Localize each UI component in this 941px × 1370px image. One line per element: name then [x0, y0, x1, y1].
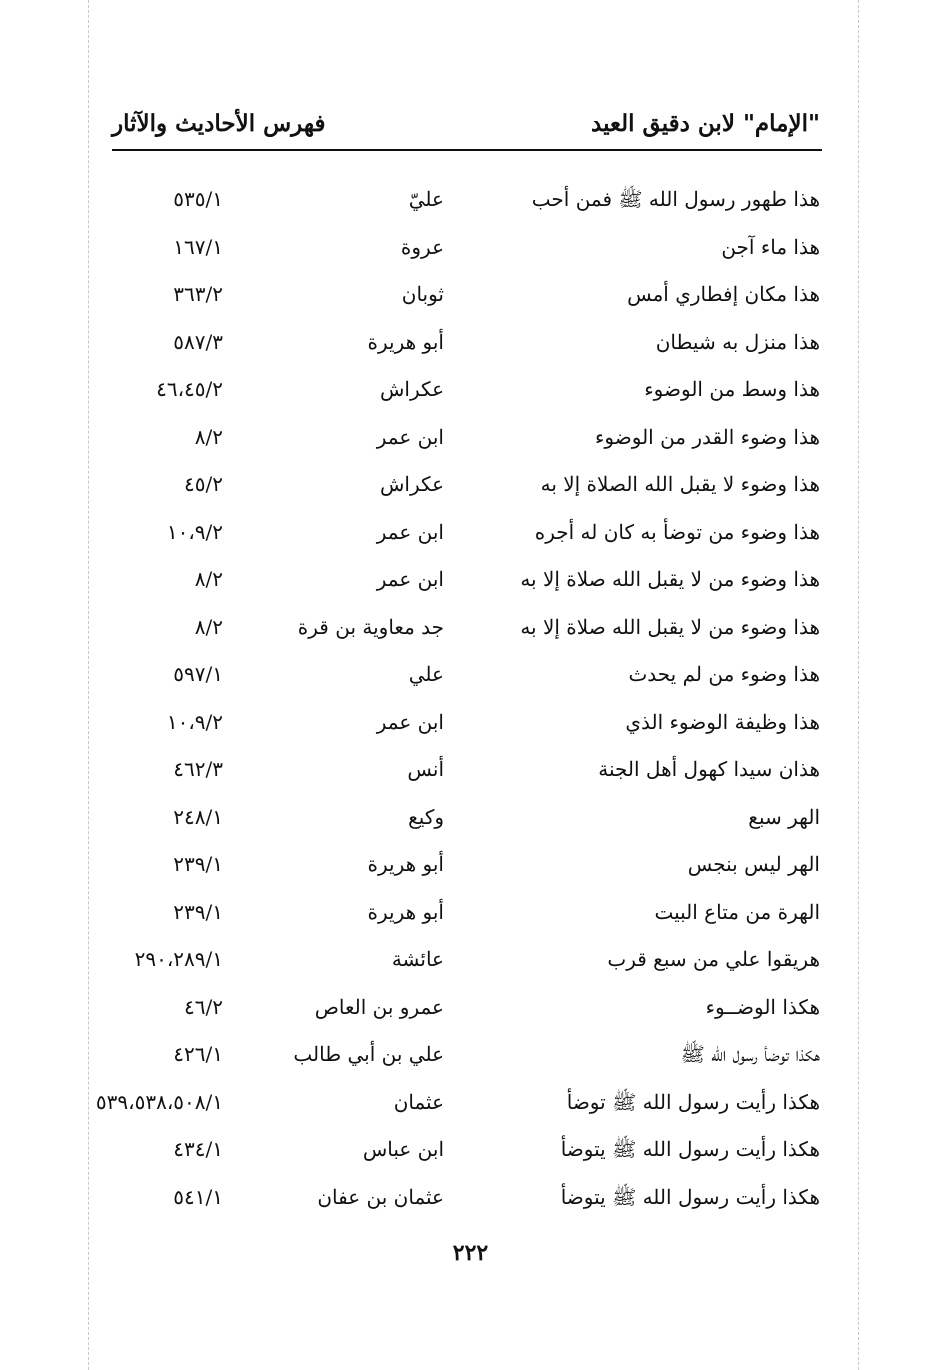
hadith-text: هذا وظيفة الوضوء الذي	[625, 709, 820, 734]
narrator: ابن عباس	[362, 1137, 444, 1161]
index-row	[0, 704, 941, 752]
index-row	[0, 846, 941, 894]
index-row	[0, 1036, 941, 1084]
index-row	[0, 656, 941, 704]
narrator: ثوبان	[401, 282, 444, 306]
volume-page-ref: ٤٦،٤٥/٢	[156, 377, 223, 401]
volume-page-ref: ٣٦٣/٢	[173, 282, 223, 306]
hadith-text: هذا وضوء من لم يحدث	[628, 662, 820, 686]
hadith-text: هكذا رأيت رسول الله ﷺ توضأ	[566, 1089, 820, 1114]
narrator: جد معاوية بن قرة	[297, 614, 444, 639]
volume-page-ref: ٢٣٩/١	[173, 899, 223, 924]
index-row	[0, 561, 941, 609]
running-header	[112, 110, 820, 150]
narrator: عكراش	[380, 472, 444, 496]
narrator: عروة	[400, 234, 444, 259]
hadith-text: الهر سبع	[748, 804, 820, 829]
narrator: عائشة	[391, 947, 444, 971]
volume-page-ref: ٢٤٨/١	[173, 804, 223, 829]
hadith-text: هذا وضوء لا يقبل الله الصلاة إلا به	[540, 472, 820, 496]
hadith-text: هذا وضوء من توضأ به كان له أجره	[534, 519, 820, 544]
narrator: علي بن أبي طالب	[293, 1042, 444, 1066]
index-row	[0, 181, 941, 229]
index-row	[0, 1179, 941, 1227]
volume-page-ref: ٤٢٦/١	[173, 1042, 223, 1066]
index-row	[0, 1131, 941, 1179]
hadith-text: هذا طهور رسول الله ﷺ فمن أحب	[531, 187, 820, 211]
narrator: أبو هريرة	[367, 899, 444, 924]
volume-page-ref: ٢٣٩/١	[173, 852, 223, 876]
narrator: ابن عمر	[376, 519, 444, 544]
hadith-text: هكذا توضأ رسول الله ﷺ	[680, 1042, 820, 1066]
volume-page-ref: ٥٩٧/١	[173, 662, 223, 686]
narrator: أبو هريرة	[367, 329, 444, 354]
index-row	[0, 941, 941, 989]
volume-page-ref: ٤٦/٢	[184, 994, 223, 1019]
narrator: ابن عمر	[376, 424, 444, 449]
volume-page-ref: ٨/٢	[194, 567, 223, 591]
narrator: عثمان بن عفان	[317, 1184, 444, 1209]
narrator: عليّ	[408, 187, 444, 211]
volume-page-ref: ٤٥/٢	[184, 472, 223, 496]
narrator: وكيع	[408, 804, 444, 829]
index-row	[0, 276, 941, 324]
volume-page-ref: ١٠،٩/٢	[166, 709, 223, 734]
hadith-text: هذا وضوء من لا يقبل الله صلاة إلا به	[520, 567, 820, 591]
narrator: أنس	[407, 757, 444, 781]
volume-page-ref: ٨/٢	[194, 424, 223, 449]
index-row	[0, 419, 941, 467]
header-book-title: "الإمام" لابن دقيق العيد	[591, 110, 820, 137]
hadith-text: هذا مكان إفطاري أمس	[627, 282, 820, 306]
header-rule	[112, 149, 822, 151]
narrator: عثمان	[393, 1089, 444, 1114]
hadith-text: الهر ليس بنجس	[687, 852, 820, 876]
index-row	[0, 989, 941, 1037]
hadith-text: هريقوا علي من سبع قرب	[607, 947, 820, 971]
hadith-text: الهرة من متاع البيت	[654, 899, 820, 924]
index-row	[0, 466, 941, 514]
narrator: ابن عمر	[376, 567, 444, 591]
hadith-text: هذا وضوء من لا يقبل الله صلاة إلا به	[520, 614, 820, 639]
volume-page-ref: ٤٣٤/١	[173, 1137, 223, 1161]
hadith-text: هذان سيدا كهول أهل الجنة	[598, 757, 820, 781]
page-number: ٢٢٢	[452, 1240, 489, 1266]
narrator: عكراش	[380, 377, 444, 401]
hadith-text: هذا وضوء القدر من الوضوء	[595, 424, 820, 449]
index-row	[0, 514, 941, 562]
narrator: ابن عمر	[376, 709, 444, 734]
volume-page-ref: ١٦٧/١	[173, 234, 223, 259]
hadith-text: هذا وسط من الوضوء	[644, 377, 820, 401]
volume-page-ref: ١٠،٩/٢	[166, 519, 223, 544]
volume-page-ref: ٥٣٩،٥٣٨،٥٠٨/١	[95, 1089, 223, 1114]
index-row	[0, 229, 941, 277]
volume-page-ref: ٨/٢	[194, 614, 223, 639]
index-row	[0, 324, 941, 372]
hadith-text: هكذا رأيت رسول الله ﷺ يتوضأ	[560, 1137, 820, 1161]
hadith-text: هكذا رأيت رسول الله ﷺ يتوضأ	[560, 1184, 820, 1209]
volume-page-ref: ٢٩٠،٢٨٩/١	[134, 947, 223, 971]
hadith-text: هكذا الوضــوء	[705, 994, 820, 1019]
index-row	[0, 609, 941, 657]
index-row	[0, 751, 941, 799]
hadith-text: هذا ماء آجن	[721, 234, 820, 259]
hadith-text: هذا منزل به شيطان	[655, 329, 820, 354]
narrator: علي	[408, 662, 444, 686]
narrator: أبو هريرة	[367, 852, 444, 876]
volume-page-ref: ٥٣٥/١	[173, 187, 223, 211]
narrator: عمرو بن العاص	[314, 994, 444, 1019]
header-section-title: فهرس الأحاديث والآثار	[112, 110, 326, 137]
index-row	[0, 799, 941, 847]
index-table	[0, 181, 941, 1226]
volume-page-ref: ٤٦٢/٣	[173, 757, 223, 781]
index-row	[0, 894, 941, 942]
volume-page-ref: ٥٨٧/٣	[173, 329, 223, 354]
volume-page-ref: ٥٤١/١	[173, 1184, 223, 1209]
index-row	[0, 1084, 941, 1132]
index-row	[0, 371, 941, 419]
